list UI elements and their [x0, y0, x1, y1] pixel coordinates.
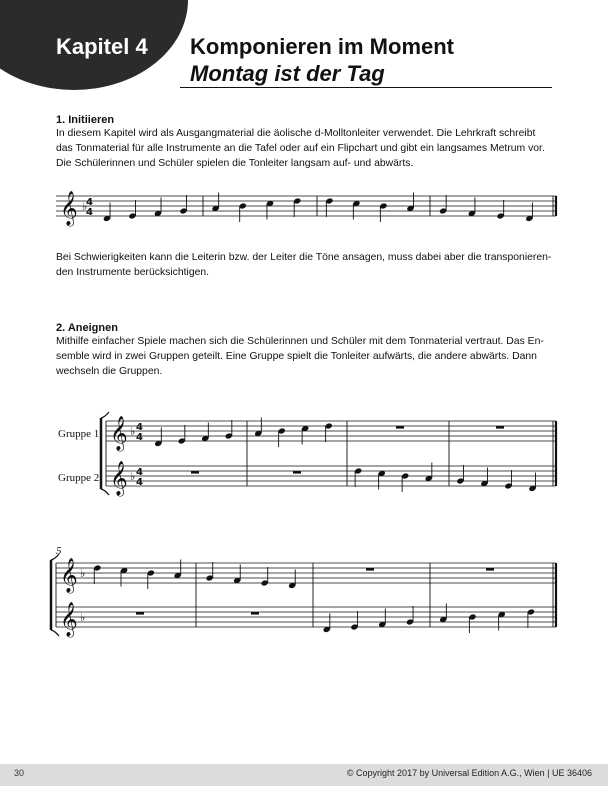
treble-clef: 𝄞 — [110, 461, 128, 496]
treble-clef: 𝄞 — [60, 558, 78, 593]
bracket-hook-bottom — [101, 489, 109, 495]
section2-heading: 2. Aneignen — [56, 322, 118, 334]
key-signature-flat: ♭ — [80, 567, 86, 580]
page-number: 30 — [14, 768, 25, 778]
text-line: den Instrumente berücksichtigen. — [56, 267, 210, 278]
text-line: Mithilfe einfacher Spiele machen sich die Schülerinnen und Schüler mit dem Tonmaterial vertraut. Das En- — [56, 336, 544, 347]
key-signature-flat: ♭ — [80, 611, 86, 624]
group1-label: Gruppe 1 — [58, 428, 100, 440]
text-line: Bei Schwierigkeiten kann die Leiterin bzw. der Leiter die Töne ansagen, muss dabei aber die transponieren- — [56, 252, 552, 263]
whole-rest — [191, 471, 199, 474]
whole-rest — [486, 568, 494, 571]
group2-label: Gruppe 2 — [58, 472, 100, 484]
time-signature-bottom: 4 — [136, 432, 143, 443]
text-line: wechseln die Gruppen. — [56, 366, 163, 377]
score-staves — [51, 191, 556, 638]
whole-rest — [136, 612, 144, 615]
treble-clef: 𝄞 — [110, 416, 128, 451]
whole-rest — [293, 471, 301, 474]
text-line: Die Schülerinnen und Schüler spielen die Tonleiter langsam auf- und abwärts. — [56, 158, 414, 169]
time-signature-top: 4 — [86, 197, 93, 208]
bracket-hook-top — [101, 412, 109, 418]
treble-clef: 𝄞 — [60, 602, 78, 637]
whole-rest — [251, 612, 259, 615]
section1-heading: 1. Initiieren — [56, 114, 115, 126]
measure-number: 5 — [56, 545, 62, 557]
text-line: das Tonmaterial für alle Instrumente an die Tafel oder auf ein Flipchart und gibt ein langsames Metrum vor. — [56, 143, 545, 154]
chapter-label: Kapitel 4 — [56, 34, 148, 59]
whole-rest — [366, 568, 374, 571]
key-signature-flat: ♭ — [130, 425, 136, 438]
key-signature-flat: ♭ — [130, 470, 136, 483]
key-signature-flat: ♭ — [82, 200, 88, 213]
time-signature-top: 4 — [136, 467, 143, 478]
treble-clef: 𝄞 — [60, 191, 78, 226]
page-title: Komponieren im Moment — [190, 34, 455, 59]
copyright-notice: © Copyright 2017 by Universal Edition A.G., Wien | UE 36406 — [346, 768, 592, 778]
time-signature-bottom: 4 — [86, 207, 93, 218]
time-signature-top: 4 — [136, 422, 143, 433]
bracket-hook-bottom — [51, 630, 59, 636]
text-line: In diesem Kapitel wird als Ausgangmaterial die äolische d-Molltonleiter verwendet. Die Lehrkraft schreibt — [56, 128, 536, 139]
time-signature-bottom: 4 — [136, 477, 143, 488]
whole-rest — [496, 426, 504, 429]
page-subtitle: Montag ist der Tag — [190, 61, 385, 86]
text-line: semble wird in zwei Gruppen geteilt. Eine Gruppe spielt die Tonleiter aufwärts, die andere abwärts. Dann — [56, 351, 537, 362]
whole-rest — [396, 426, 404, 429]
